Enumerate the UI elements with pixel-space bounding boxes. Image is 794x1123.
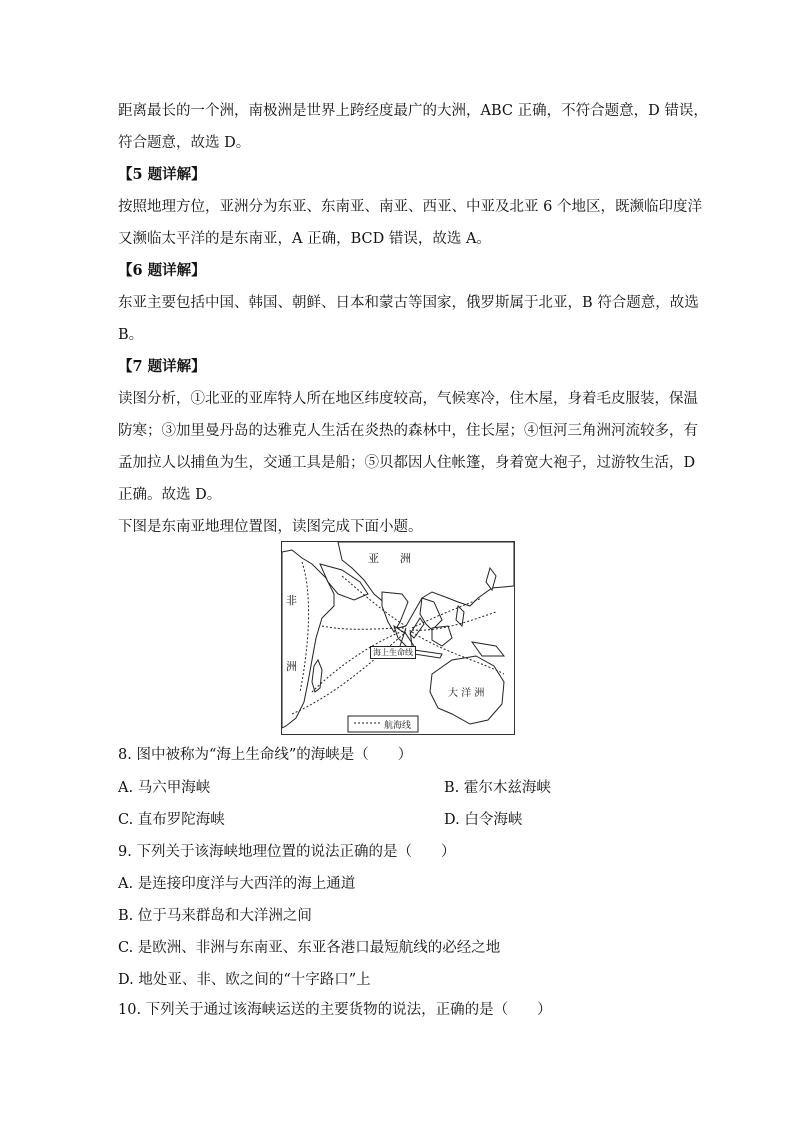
paragraph-line: 正确。故选 D。 <box>118 487 222 503</box>
paragraph-line: 符合题意，故选 D。 <box>118 135 251 151</box>
map-label-africa-1: 非 <box>286 594 297 607</box>
question-9-option-a: A. 是连接印度洋与大西洋的海上通道 <box>118 876 356 892</box>
map-legend-text: 航海线 <box>384 721 412 731</box>
map-label-oceania: 大 洋 洲 <box>448 688 485 699</box>
new-guinea <box>472 642 504 656</box>
question-10-stem: 10. 下列关于通过该海峡运送的主要货物的说法，正确的是（ ） <box>118 1002 552 1018</box>
southeast-asia-map <box>281 541 515 735</box>
map-label-asia-1: 亚 <box>368 552 379 565</box>
paragraph-line: 距离最长的一个洲，南极洲是世界上跨经度最广的大洲，ABC 正确，不符合题意，D 错误， <box>118 103 708 119</box>
map-label-asia-2: 洲 <box>400 552 411 565</box>
paragraph-line: 东亚主要包括中国、韩国、朝鲜、日本和蒙古等国家，俄罗斯属于北亚，B 符合题意，故选 <box>118 295 699 311</box>
paragraph-line: 防寒；③加里曼丹岛的达雅克人生活在炎热的森林中，住长屋；④恒河三角洲河流较多，有 <box>118 423 698 439</box>
question-9-option-d: D. 地处亚、非、欧之间的“十字路口”上 <box>118 972 371 988</box>
paragraph-line: 按照地理方位，亚洲分为东亚、东南亚、南亚、西亚、中亚及北亚 6 个地区，既濒临印度洋 <box>118 199 702 215</box>
question-8-option-d: D. 白令海峡 <box>444 812 523 828</box>
question-8-stem: 8. 图中被称为“海上生命线”的海峡是（ ） <box>118 747 413 763</box>
paragraph-line: B。 <box>118 327 144 343</box>
philippines <box>456 606 464 626</box>
paragraph-line: 孟加拉人以捕鱼为生，交通工具是船；⑤贝都因人住帐篷，身着宽大袍子，过游牧生活，D <box>118 455 696 471</box>
map-label-africa-2: 洲 <box>286 660 297 673</box>
question-8-option-c: C. 直布罗陀海峡 <box>118 812 225 828</box>
section-heading-q7: 【7 题详解】 <box>118 358 206 375</box>
paragraph-line: 读图分析，①北亚的亚库特人所在地区纬度较高，气候寒冷，住木屋，身着毛皮服装，保温 <box>118 391 698 407</box>
question-9-option-b: B. 位于马来群岛和大洋洲之间 <box>118 908 312 924</box>
map-label-strait: 海上生命线 <box>370 646 416 659</box>
java <box>414 650 442 658</box>
question-8-option-b: B. 霍尔木兹海峡 <box>444 780 551 796</box>
borneo <box>432 626 452 646</box>
paragraph-line: 下图是东南亚地理位置图，读图完成下面小题。 <box>118 519 423 535</box>
question-9-stem: 9. 下列关于该海峡地理位置的说法正确的是（ ） <box>118 844 456 860</box>
section-heading-q5: 【5 题详解】 <box>118 166 206 183</box>
question-9-option-c: C. 是欧洲、非洲与东南亚、东亚各港口最短航线的必经之地 <box>118 940 501 956</box>
section-heading-q6: 【6 题详解】 <box>118 262 206 279</box>
paragraph-line: 又濒临太平洋的是东南亚，A 正确，BCD 错误，故选 A。 <box>118 231 491 247</box>
madagascar-landmass <box>312 660 322 692</box>
question-8-option-a: A. 马六甲海峡 <box>118 780 211 796</box>
